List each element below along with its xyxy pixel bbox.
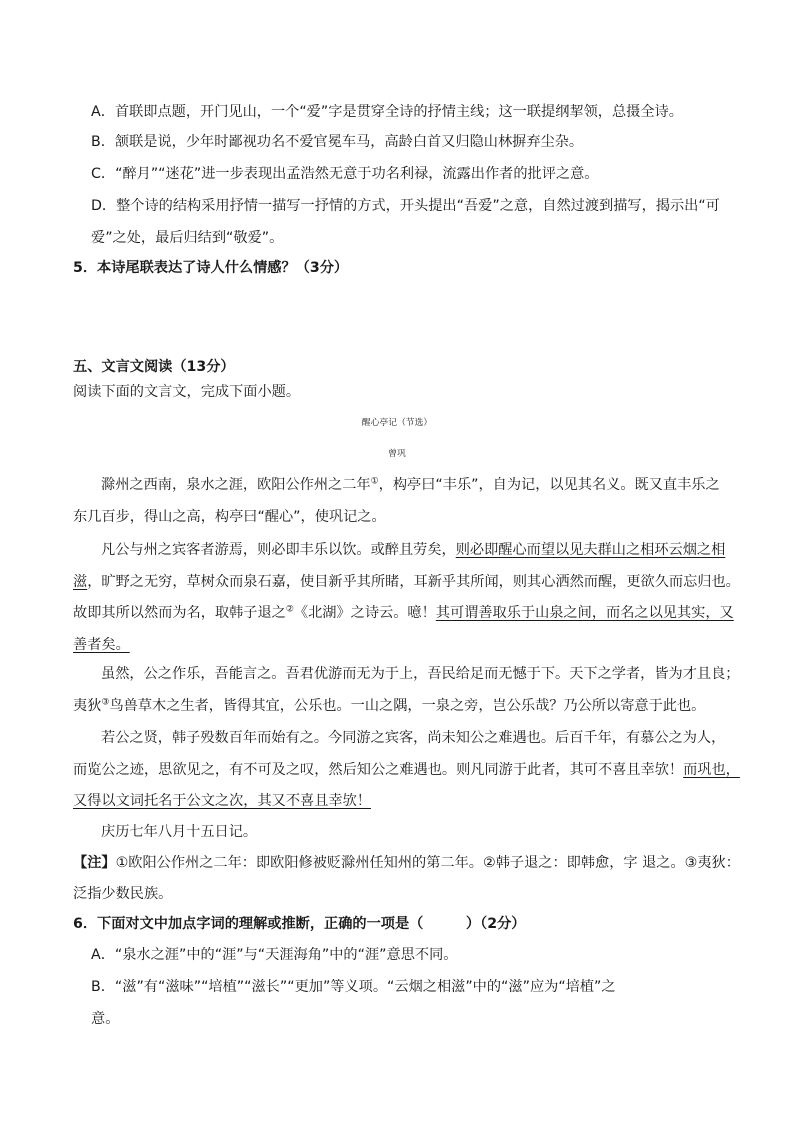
passage-author: 曾巩: [388, 449, 406, 459]
q4-option-c: C．“醉月”“迷花”进一步表现出孟浩然无意于功名利禄，流露出作者的批评之意。: [91, 166, 599, 182]
underlined-text: 其可谓善取乐于山泉之间，而名之以见其实，又: [435, 605, 734, 621]
passage-p2-line3: [73, 603, 734, 623]
q6-option-b-line2: 意。: [91, 1011, 120, 1027]
passage-p4-line2: [73, 760, 740, 780]
text-span: 故即其所以然而为名，取韩子退之: [73, 605, 286, 621]
passage-p2-line1: [101, 540, 725, 560]
text-span: ，旷野之无穷，草树众而泉石嘉，使目新乎其所睹，耳新乎其所闻，则其心洒然而醒，更欲久而忘归也。: [87, 574, 740, 590]
footnote-marker: ②: [285, 604, 294, 615]
footnote-marker: ①: [370, 476, 379, 487]
section-heading: 五、文言文阅读（13分）: [73, 359, 235, 375]
passage-p3-line1: 虽然，公之作乐，吾能言之。吾君优游而无为于上，吾民给足而无憾于下。天下之学者，皆为才且良；: [101, 666, 740, 682]
underlined-text: 而巩也，: [683, 762, 740, 778]
text-span: ①欧阳公作州之二年：即欧阳修被贬滁州任知州的第二年。②韩子退之：即韩愈，字 退之。③夷狄：: [115, 855, 740, 871]
underlined-text: 善者矣。: [73, 637, 130, 653]
underlined-text: 滋: [73, 574, 88, 590]
text-span: 鸟兽草木之生者，皆得其宜，公乐也。一山之隅，一泉之旁，岂公乐哉？乃公所以寄意于此也。: [109, 698, 706, 714]
text-span: 《北湖》之诗云。噫！: [293, 605, 436, 621]
footnote-marker: ③: [101, 697, 110, 708]
notes-tag: 【注】: [73, 855, 116, 871]
text-span: ，构亭曰“丰乐”，自为记，以见其名义。既又直丰乐之: [378, 477, 720, 493]
passage-title: 醒心亭记（节选）: [361, 418, 433, 428]
passage-p2-line2: [73, 572, 740, 592]
q6-option-a: A．“泉水之涯”中的“涯”与“天涯海角”中的“涯”意思不同。: [91, 947, 458, 963]
text-span: 而览公之迹，思欲见之，有不可及之叹，然后知公之难遇也。则凡同游于此者，其可不喜且幸欤！: [73, 762, 684, 778]
notes-line1: [73, 853, 740, 873]
passage-p3-line2: [73, 696, 705, 716]
passage-p1-line1: [101, 475, 720, 495]
q4-option-b: B．颔联是说，少年时鄙视功名不爱官冕车马，高龄白首又归隐山林摒弃尘杂。: [91, 134, 584, 150]
underlined-text: 则必即醒心而望以见夫群山之相环云烟之相: [455, 542, 726, 558]
q4-option-d-line2: 爱”之处，最后归结到“敬爱”。: [91, 230, 284, 246]
text-span: 夷狄: [73, 698, 102, 714]
passage-p1-line2: 东几百步，得山之高，构亭曰“醒心”，使巩记之。: [73, 509, 386, 525]
passage-p2-line4: [73, 635, 130, 655]
notes-line2: 泛指少数民族。: [73, 886, 173, 902]
q4-option-a: A．首联即点题，开门见山，一个“爱”字是贯穿全诗的抒情主线；这一联提纲挈领，总摄全诗。: [91, 104, 683, 120]
text-span: 滁州之西南，泉水之涯，欧阳公作州之二年: [101, 477, 371, 493]
passage-p4-line1: 若公之贤，韩子殁数百年而始有之。今同游之宾客，尚未知公之难遇也。后百千年，有慕公之为人，: [101, 730, 726, 746]
q6-option-b-line1: B．“滋”有“滋味”“培植”“滋长”“更加”等义项。“云烟之相滋”中的“滋”应为“培植”之: [91, 979, 616, 995]
question-6: 6．下面对文中加点字词的理解或推断，正确的一项是（ ）（2分）: [73, 916, 526, 932]
text-span: 凡公与州之宾客者游焉，则必即丰乐以饮。或醉且劳矣，: [101, 542, 456, 558]
passage-p4-line3: [73, 791, 371, 811]
q4-option-d-line1: D．整个诗的结构采用抒情一描写一抒情的方式，开头提出“吾爱”之意，自然过渡到描写，揭示出“可: [91, 198, 720, 214]
question-5: 5．本诗尾联表达了诗人什么情感？（3分）: [73, 260, 349, 276]
passage-date-line: 庆历七年八月十五日记。: [101, 824, 258, 840]
section-instruction: 阅读下面的文言文，完成下面小题。: [73, 384, 301, 400]
underlined-text: 又得以文词托名于公文之次，其又不喜且幸欤！: [73, 793, 371, 809]
